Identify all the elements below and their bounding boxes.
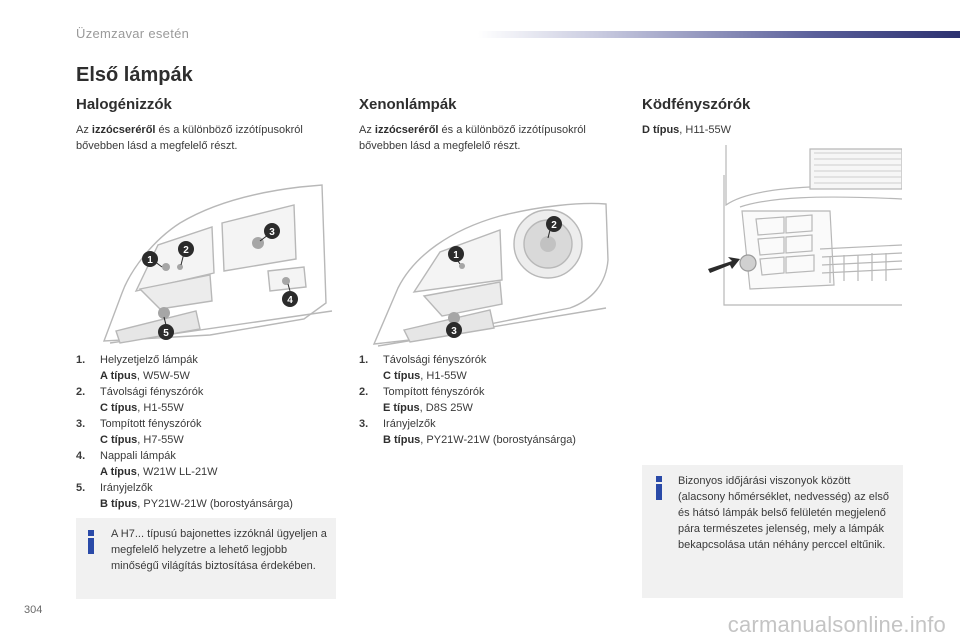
list-item: 1. Távolsági fényszórók C típus, H1-55W	[359, 354, 487, 382]
xenon-intro: Az izzócseréről és a különböző izzótípusokról bővebben lásd a megfelelő részt.	[359, 124, 586, 152]
list-item: 2. Tompított fényszórók E típus, D8S 25W	[359, 386, 485, 414]
fog-title: Ködfényszórók	[642, 96, 751, 113]
page-title: Első lámpák	[76, 64, 193, 86]
svg-text:3: 3	[451, 326, 457, 337]
xenon-bulb-list	[359, 352, 629, 448]
svg-text:5: 5	[163, 328, 169, 339]
halogen-bulb-list	[76, 352, 338, 512]
halogen-intro: Az izzócseréről és a különböző izzótípusokról bővebben lásd a megfelelő részt.	[76, 124, 303, 152]
list-item: 4. Nappali lámpák A típus, W21W LL-21W	[76, 450, 218, 478]
list-item: 2. Távolsági fényszórók C típus, H1-55W	[76, 386, 204, 414]
svg-text:2: 2	[551, 220, 557, 231]
info-icon	[654, 476, 664, 500]
list-item: 1. Helyzetjelző lámpák A típus, W5W-5W	[76, 354, 198, 382]
fog-intro: D típus, H11-55W	[642, 124, 732, 136]
header-gradient-bar	[478, 31, 960, 38]
fog-info-box	[642, 465, 903, 598]
halogen-note-text: A H7... típusú bajonettes izzóknál ügyeljen a megfelelő helyzetre a lehető legjobb minőségű világítás biztosítása érdekében.	[111, 528, 327, 572]
svg-text:2: 2	[183, 245, 189, 256]
fog-lamp-illustration	[680, 145, 902, 320]
halogen-info-box	[76, 518, 336, 599]
halogen-title: Halogénizzók	[76, 96, 172, 113]
list-item: 3. Tompított fényszórók C típus, H7-55W	[76, 418, 202, 446]
list-item: 5. Irányjelzők B típus, PY21W-21W (borostyánsárga)	[76, 482, 293, 510]
svg-text:1: 1	[453, 250, 459, 261]
page-number: 304	[24, 604, 43, 616]
list-item: 3. Irányjelzők B típus, PY21W-21W (borostyánsárga)	[359, 418, 576, 446]
watermark: carmanualsonline.info	[727, 612, 946, 637]
section-header: Üzemzavar esetén	[76, 26, 190, 41]
svg-text:4: 4	[287, 295, 293, 306]
svg-text:1: 1	[147, 255, 153, 266]
xenon-title: Xenonlámpák	[359, 96, 457, 113]
fog-note-text: Bizonyos időjárási viszonyok között (alacsony hőmérséklet, nedvesség) az első és hátsó lámpák belső felületén megjelenő pára természetes jelenség, mely a lámpák bekapcsolása után néhány perccel eltűnik.	[678, 475, 889, 551]
xenon-headlamp-illustration	[370, 200, 610, 348]
halogen-headlamp-illustration	[100, 183, 340, 348]
svg-text:3: 3	[269, 227, 275, 238]
info-icon	[86, 530, 96, 554]
